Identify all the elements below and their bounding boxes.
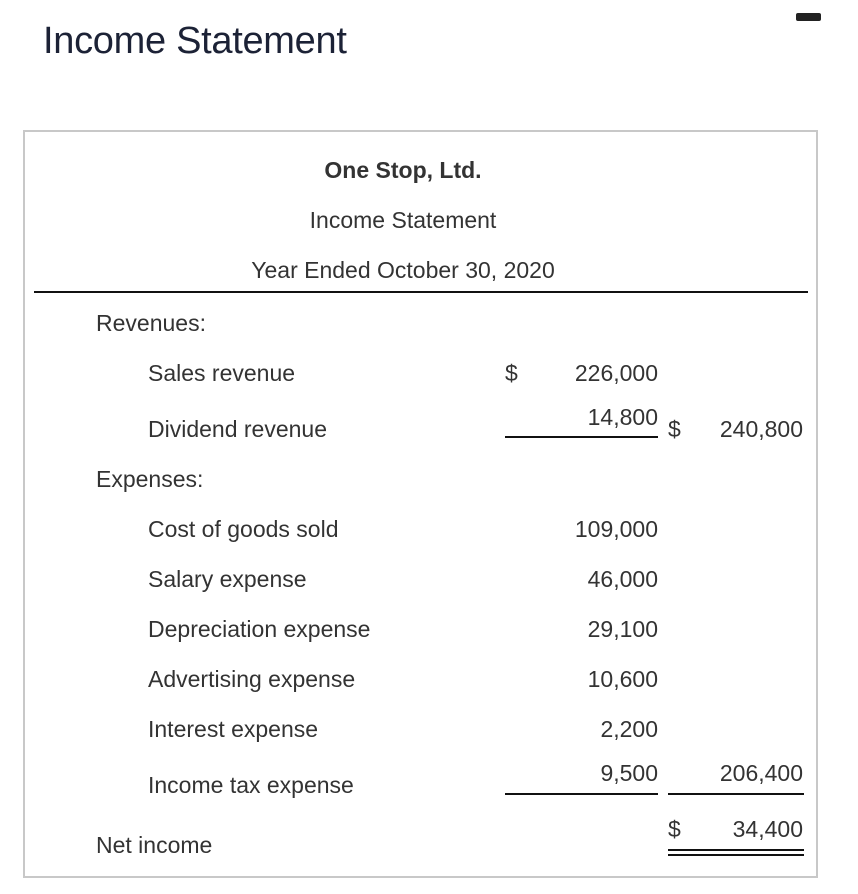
expense-amount-interest: 2,200 bbox=[600, 716, 658, 742]
subtotal-underline bbox=[505, 436, 658, 438]
double-underline-top bbox=[668, 849, 804, 851]
page-title: Income Statement bbox=[43, 20, 347, 62]
net-income-label: Net income bbox=[96, 832, 213, 858]
revenue-label-sales: Sales revenue bbox=[148, 360, 296, 386]
expense-label-advertising: Advertising expense bbox=[148, 666, 356, 692]
total-revenues: 240,800 bbox=[719, 416, 803, 442]
revenues-heading: Revenues: bbox=[96, 310, 206, 336]
expenses-underline bbox=[505, 793, 658, 795]
total-expenses-underline bbox=[668, 793, 804, 795]
expense-amount-depreciation: 29,100 bbox=[587, 616, 658, 642]
double-underline-bottom bbox=[668, 854, 804, 856]
expense-label-cogs: Cost of goods sold bbox=[148, 516, 339, 542]
expense-label-interest: Interest expense bbox=[148, 716, 319, 742]
expense-label-salary: Salary expense bbox=[148, 566, 307, 592]
minimize-icon[interactable] bbox=[796, 13, 821, 21]
expense-label-income-tax: Income tax expense bbox=[148, 772, 354, 798]
currency-symbol: $ bbox=[505, 360, 518, 386]
expense-amount-advertising: 10,600 bbox=[587, 666, 658, 692]
currency-symbol: $ bbox=[668, 416, 681, 442]
statement-name: Income Statement bbox=[309, 207, 497, 233]
total-expenses: 206,400 bbox=[719, 760, 803, 786]
company-name: One Stop, Ltd. bbox=[324, 157, 482, 183]
revenue-amount-sales: 226,000 bbox=[574, 360, 658, 386]
expense-label-depreciation: Depreciation expense bbox=[148, 616, 371, 642]
header-divider bbox=[34, 291, 808, 293]
expense-amount-salary: 46,000 bbox=[587, 566, 658, 592]
expense-amount-cogs: 109,000 bbox=[574, 516, 658, 542]
expense-amount-income-tax: 9,500 bbox=[600, 760, 658, 786]
net-income-amount: 34,400 bbox=[732, 816, 803, 842]
statement-period: Year Ended October 30, 2020 bbox=[251, 257, 555, 283]
revenue-label-dividend: Dividend revenue bbox=[148, 416, 328, 442]
revenue-amount-dividend: 14,800 bbox=[587, 404, 658, 430]
currency-symbol: $ bbox=[668, 816, 681, 842]
expenses-heading: Expenses: bbox=[96, 466, 204, 492]
